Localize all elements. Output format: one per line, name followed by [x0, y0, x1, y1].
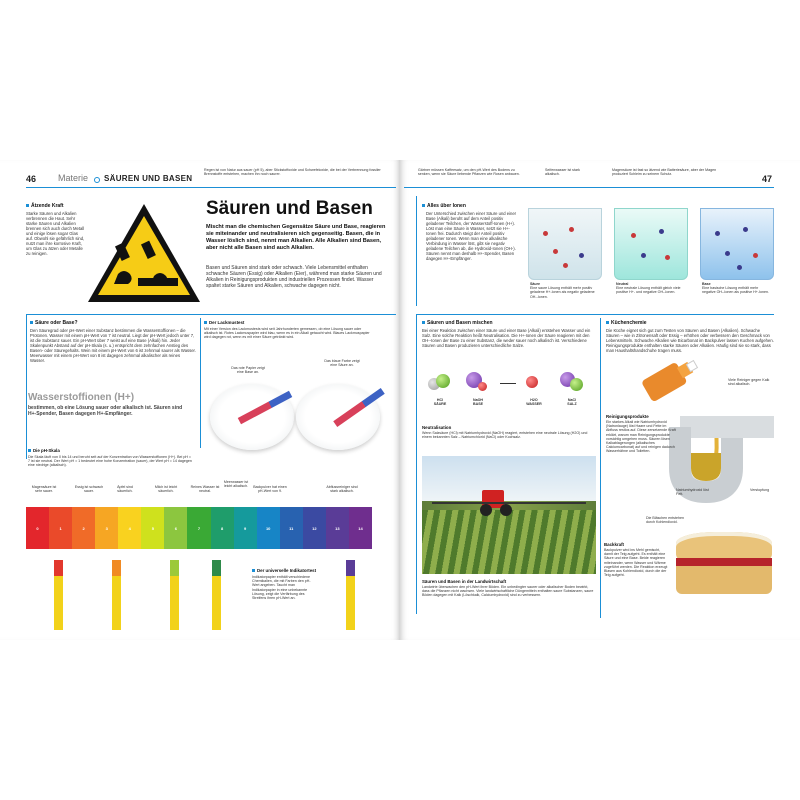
mixing-divider [416, 314, 417, 614]
neutral-label: Neutral [616, 282, 629, 286]
acid-or-base-text: Den Säuregrad oder pH-Wert einer Substanz bestimmen die Wasserstoffionen – die Protonen. Wasser mit einem pH-Wert von 7 ist neutral. Liegt der pH-Wert jedoch unter 7, ist die Substanz sauer. Ein pH-Wert über 7 weist auf eine Base (Alkali) hin. Jeder Skalenpunkt Abstand auf der pH-Skala (s. u.) entspricht dem zehnfachen Anstieg des Basen- oder Säuregehalts. Wein mit einem pH-Wert von 6 ist zehnmal saurer als Wasser. Meerwasser mit einem pH-Wert von 8 ist dagegen zehnmal alkalischer als reines Wasser. [30, 328, 196, 363]
salt-molecule-icon-2 [570, 378, 583, 391]
pipe-label-1: Natriumhydroxid löst Fett. [676, 488, 709, 497]
left-mid-rule [26, 314, 396, 315]
base-beaker [700, 208, 774, 280]
neutral-caption [616, 282, 686, 295]
ions-text: Der Unterschied zwischen einer Säure und einer Base (Alkali) beruht auf dem Anteil positiv geladener Teilchen, der Wasserstoff-Ionen (H+). Löst man eine Säure in Wasser, setzt sie H+-Ionen frei. Dadurch steigt der Anteil positiv geladener Ionen. Wenn man eine alkalische Verbindung in Wasser löst, gibt sie negativ geladene Teilchen ab, die Hydroxid-Ionen (OH-). Säuren nennt man deshalb H+-Spender, Basen dagegen H+-Empfänger. [426, 211, 517, 261]
baking-heading: Backkraft [604, 542, 625, 547]
kitchen-heading: Küchenchemie [606, 320, 647, 326]
indicator-strip-acid [54, 560, 63, 630]
eq-label-acid: HCl SÄURE [433, 398, 447, 407]
ph-cell-7: 7 [187, 507, 210, 549]
reaction-equation [422, 370, 596, 420]
agri-heading: Säuren und Basen in der Landwirtschaft [422, 579, 507, 584]
acid-or-base-heading: Säure oder Base? [30, 320, 78, 326]
eq-label-water: H2O WASSER [526, 398, 542, 407]
cake-label: Die Bläschen entstehen durch Kohlendioxid. [646, 516, 684, 525]
ph-note-5: Meerwasser ist leicht alkalisch. [223, 480, 249, 489]
ph-note-2: Äpfel sind säuerlich. [117, 485, 133, 494]
ph-note-1: Essig ist schwach sauer. [74, 485, 104, 494]
litmus-heading: Der Lackmustest [204, 320, 244, 325]
indicator-text: Indikatorpapier enthält verschiedene Chemikalien, die mit Farben den pH-Wert angeben. Taucht man Indikatorpapier in eine unbekannte Lösung, zeigt die Verfärbung des Streifens ihren pH-Wert an. [252, 575, 311, 601]
ph-note-0: Magensäure ist sehr sauer. [31, 485, 57, 494]
header-rule-right [404, 187, 774, 188]
acid-label: Säure [530, 282, 540, 286]
eq-label-salt: NaCl SALZ [567, 398, 577, 407]
agri-text: Landwirte überwachen den pH-Wert ihrer Böden. Ein unbedingter saurer oder alkalischer Boden bewirkt, dass die Pflanzen nicht wachsen. Viele landwirtschaftliche Düngemitteln enthalten saure Substanzen, saure Böden dagegen mit Kalk (Löschkalk, Calciumhydroxid) sind zu verbessern. [422, 585, 594, 598]
fact-strip-2: Gärtner müssen Kaffeesatz, um den pH-Wert des Bodens zu senken, wenn sie Säure liebende Pflanzen wie Rosen anbauen. [418, 168, 520, 177]
ions-divider [416, 196, 417, 306]
ph-cell-2: 2 [72, 507, 95, 549]
page-title: Säuren und Basen [206, 198, 373, 219]
ph-cell-4: 4 [118, 507, 141, 549]
caustic-text: Starke Säuren und Alkalien verbrennen die Haut. Sehr starke Säuren und Alkalien brennen sich auch durch Metall und einige lösen sogar Glas auf. Obwohl sie gefährlich sind, nutzt man ihre korrosive Kraft, um Glas zu ätzen oder Metalle zu reinigen. [26, 211, 85, 256]
base-caption [702, 282, 772, 295]
neutral-beaker [614, 208, 688, 280]
ph-cell-9: 9 [234, 507, 257, 549]
ph-cell-1: 1 [49, 507, 72, 549]
neutral-caption-text: Eine neutrale Lösung enthält gleich viele positive H+- und negative OH--Ionen. [616, 286, 681, 295]
fact-strip-4: Magensäure ist fast so ätzend wie Batteriesäure, aber der Magen produziert Schleim zu seinem Schutz. [612, 168, 717, 177]
indicator-strip-weak-acid [112, 560, 121, 630]
fact-strip-3: Seifenwasser ist stark alkalisch. [545, 168, 580, 177]
litmus-divider [200, 318, 201, 448]
indicator-heading: Der universelle Indikatortest [252, 568, 316, 573]
indicator-strip-neutral [212, 560, 221, 630]
ph-scale-heading: Die pH-Skala [28, 448, 60, 453]
ph-cell-12: 12 [303, 507, 326, 549]
category-label: Materie [58, 173, 89, 183]
indicator-strip-base [346, 560, 355, 630]
tractor-field-photo [422, 456, 596, 574]
acid-caption-text: Eine saure Lösung enthält mehr positiv geladene H+-Ionen als negativ geladene OH--Ionen. [530, 286, 595, 299]
acid-molecule-icon-2 [436, 374, 450, 388]
mixing-heading: Säuren und Basen mischen [422, 320, 493, 326]
title-lead: Mischt man die chemischen Gegensätze Säure und Base, reagieren sie miteinander und neutralisieren sich gegenseitig. Basen, die in Wasser löslich sind, nennt man Alkalien. Alle Alkalien sind Basen, aber nicht alle Basen sind auch Alkalien. [206, 224, 386, 251]
title-body: Basen und Säuren sind stark oder schwach. Viele Lebensmittel enthalten schwache Säuren (Essig) oder Alkalien (Eier), während man starke Säuren und Alkalien in Reinigungsprodukten und industriellen Prozessen findet. Wasser spaltet starke Säuren und Alkalien, schwache dagegen nicht. [206, 265, 382, 289]
ph-note-6: Backpulver hat einen pH-Wert von 9. [253, 485, 287, 494]
ph-note-7: Abflussreiniger sind stark alkalisch. [326, 485, 358, 494]
litmus-label-blue: Das blaue Farbe zeigt eine Säure an. [324, 359, 360, 368]
bottle-label: Viele Reiniger gegen Kalk sind alkalisch. [728, 378, 770, 387]
cleaning-heading: Reinigungsprodukte [606, 414, 649, 419]
fact-strip-1: Regen ist von Natur aus sauer (pH 5), aber Stickstoffoxide und Schwefeloxide, die bei der Verbrennung fossiler Brennstoffe entstehen, machen ihn noch saurer. [204, 168, 381, 177]
ph-note-3: Milch ist leicht säuerlich. [154, 485, 178, 494]
ph-cell-6: 6 [164, 507, 187, 549]
acid-beaker [528, 208, 602, 280]
ph-scale-text: Die Skala läuft von 0 bis 14 und beruht seit auf der Konzentration von Wasserstoffionen (H+). Bei pH = 7 ist sie neutral. Der Wert pH = 1 bedeutet eine hohe Konzentration (sauer), der Wert pH = 14 dagegen eine niedrige (alkalisch). [28, 455, 192, 468]
ph-cell-11: 11 [280, 507, 303, 549]
base-caption-text: Eine basische Lösung enthält mehr negative OH--Ionen als positive H+-Ionen. [702, 286, 770, 295]
pipe-label-2: Verstopfung [750, 488, 770, 492]
ph-cell-10: 10 [257, 507, 280, 549]
ph-scale-bar [26, 507, 372, 549]
ph-cell-8: 8 [211, 507, 234, 549]
indicator-strip-mild [170, 560, 179, 630]
baking-text: Backpulver wird ins Mehl gemischt, damit der Teig aufgeht. Es enthält eine Säure und eine Base. Beide reagieren miteinander, wenn Wasser und Wärme zugeführt werden. Die Reaktion erzeugt Blasen aus Kohlendioxid, durch die der Teig aufgeht. [604, 548, 668, 578]
acid-divider [26, 314, 27, 459]
section-title: SÄUREN UND BASEN [104, 174, 193, 183]
kitchen-text: Die Küche eignet sich gut zum Testen von Säuren und Basen (Alkalien). Schwache Säuren – wie in Zitronensaft oder Essig – erhöhen oder verbessern den Geschmack von Lebensmitteln. Schwache Alkalien wie Bicarbonat im Backpulver lassen Kuchen aufgehen. Reinigungsprodukte enthalten starke Säuren oder Alkalien. Häufig sind sie so stark, dass man Haushaltshandschuhe tragen muss. [606, 328, 774, 353]
ph-cell-13: 13 [326, 507, 349, 549]
base-molecule-icon-2 [478, 382, 487, 391]
kitchen-divider [600, 318, 601, 618]
ph-cell-0: 0 [26, 507, 49, 549]
cleaning-text: Ein starkes Alkali wie Natriumhydroxid (Natronlauge) löst Haare und Fette im Abfluss restlos auf. Diese zersetzende Kraft erklärt, warum man Reinigungsprodukte vorsichtig umgehen muss. Säuren lösen Kalkablagerungen (alkalisches Calciumcarbonat) auf und reinigen dadurch Wasserhähne und Toiletten. [606, 420, 676, 454]
ph-note-4: Reines Wasser ist neutral. [190, 485, 220, 494]
right-mid-rule [416, 314, 774, 315]
neutralisation-text: Wenn Salzsäure (HCl) mit Natriumhydroxid (NaOH) reagiert, entstehen eine neutrale Lösung (H2O) und einem bekannten Salz – Natriumchlorid (NaCl) oder Kochsalz. [422, 431, 588, 440]
arrow-icon [500, 383, 516, 384]
litmus-label-red: Das rote Papier zeigt eine Base an. [231, 366, 265, 375]
hazard-warning-icon [84, 200, 204, 308]
water-molecule-icon [526, 376, 538, 388]
category-dot-icon [94, 177, 100, 183]
header-rule-left [26, 187, 396, 188]
mixing-text: Bei einer Reaktion zwischen einer Säure und einer Base (Alkali) entstehen Wasser und ein Salz. Eine solche Reaktion heißt Neutralisation. Die H+-Ionen der Säure reagieren mit den OH--Ionen der Base zu einer Substanz, die weder sauer noch alkalisch ist. Verschiedene Säuren und Basen produzieren unterschiedliche Salze. [422, 328, 591, 348]
ph-cell-14: 14 [349, 507, 372, 549]
base-label: Base [702, 282, 711, 286]
litmus-text: Mit einer Version des Lackmustests wird seit Jahrhunderten gemessen, ob eine Lösung sauer oder alkalisch ist. Rotes Lackmuspapier wird blau, wenn es in ein Alkali getaucht wird. Blaues Lackmuspapier wird dagegen rot, wenn es mit einer Säure getränkt wird. [204, 327, 370, 340]
sponge-cake-photo [672, 520, 776, 604]
ph-cell-3: 3 [95, 507, 118, 549]
hydrogen-text: bestimmen, ob eine Lösung sauer oder alkalisch ist. Säuren sind H+-Spender, Basen dagegen H+-Empfänger. [28, 405, 183, 417]
page-number-right: 47 [762, 174, 773, 184]
eq-label-base: NaOH BASE [473, 398, 483, 407]
ph-cell-5: 5 [141, 507, 164, 549]
neutralisation-heading: Neutralisation [422, 425, 452, 430]
ions-heading: Alles über Ionen [422, 203, 466, 209]
hydrogen-heading: Wasserstoffionen (H+) [28, 392, 135, 403]
acid-caption [530, 282, 600, 299]
caustic-heading: Ätzende Kraft [26, 203, 64, 209]
page-number-left: 46 [26, 174, 37, 184]
